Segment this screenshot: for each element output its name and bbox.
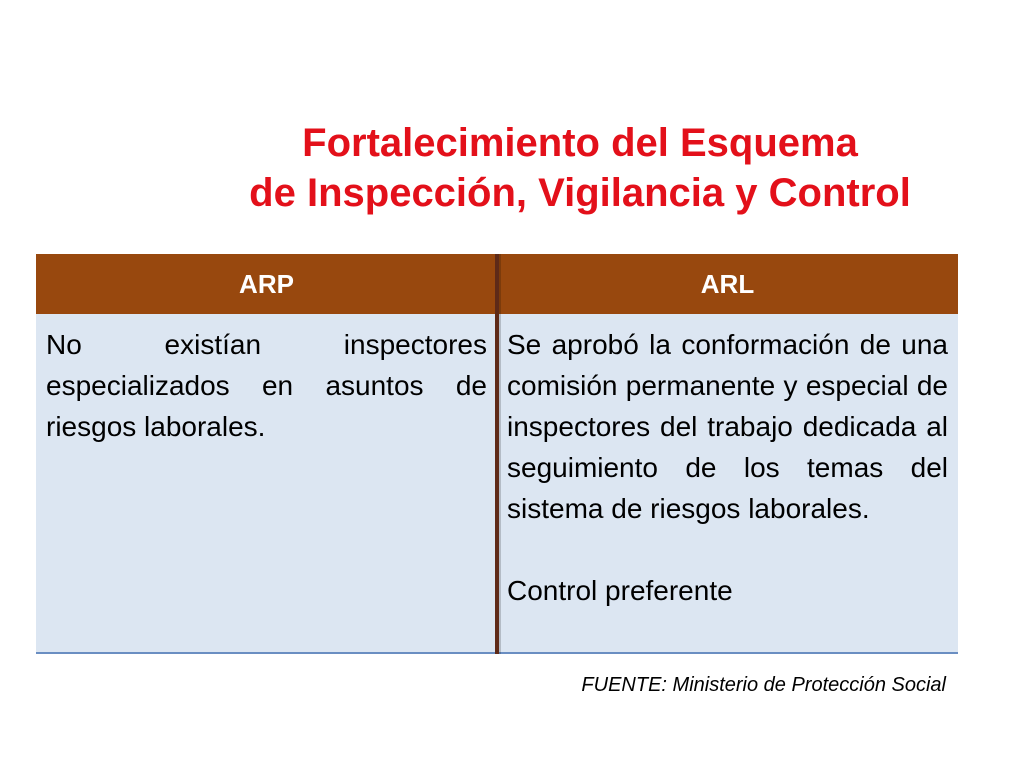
source-note: FUENTE: Ministerio de Protección Social bbox=[581, 674, 946, 696]
cell-arl-extra-text: Control preferente bbox=[507, 575, 733, 606]
slide-title bbox=[190, 118, 970, 218]
cell-arp-text: No existían inspectores especializados en asuntos de riesgos laborales. bbox=[46, 329, 487, 442]
slide-title-line-2: de Inspección, Vigilancia y Control bbox=[249, 171, 911, 215]
cell-arl-text: Se aprobó la conformación de una comisión permanente y especial de inspectores del trabajo dedicada al seguimiento de los temas del sistema de riesgos laborales. bbox=[507, 329, 948, 524]
column-divider-shadow bbox=[499, 254, 501, 654]
cell-arp bbox=[36, 314, 497, 652]
slide-title-line-1: Fortalecimiento del Esquema bbox=[302, 121, 858, 165]
cell-arl bbox=[497, 314, 958, 652]
column-header-arp: ARP bbox=[239, 268, 294, 299]
comparison-table bbox=[36, 254, 958, 654]
column-header-arl: ARL bbox=[700, 268, 755, 299]
